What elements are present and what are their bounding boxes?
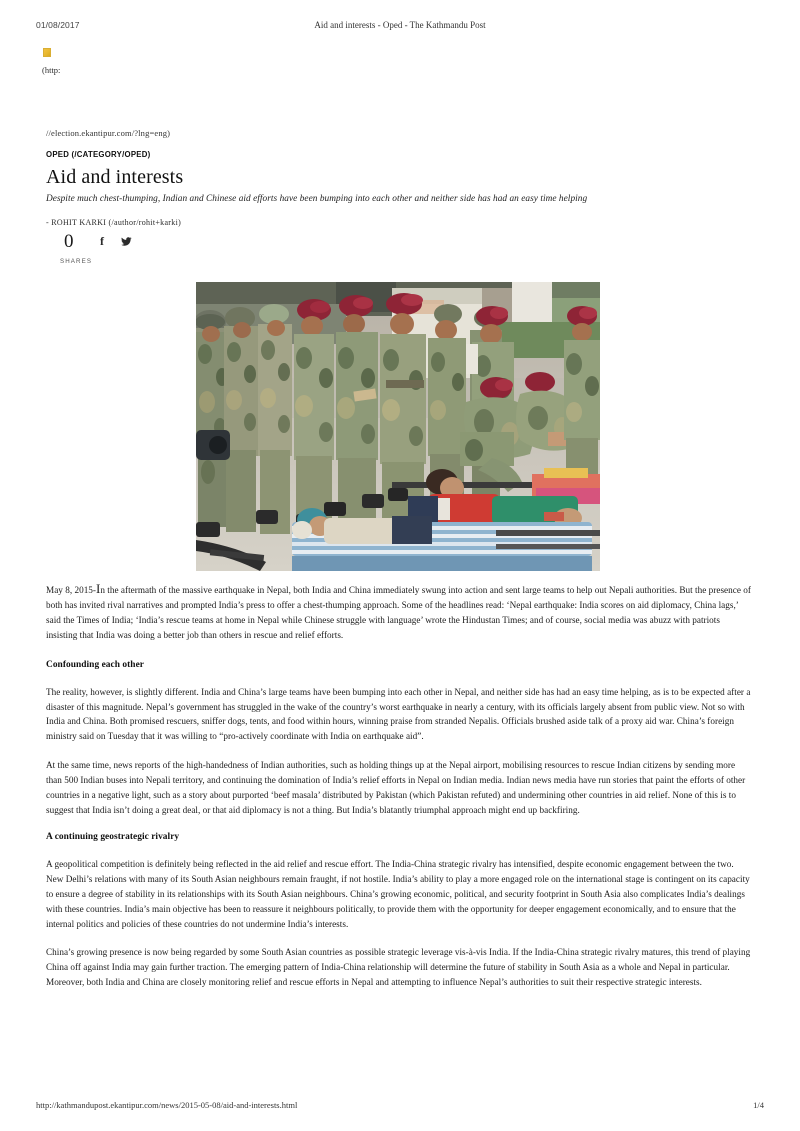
twitter-share-icon[interactable] <box>121 236 132 247</box>
election-link[interactable]: //election.ekantipur.com/?lng=eng) <box>46 128 171 138</box>
paragraph-3: At the same time, news reports of the high-handedness of Indian authorities, such as holding things up at the Nepal airport, mobilising resources to rescue Indian citizens by sending more than 500 Indian buses into Nepali territory, and continuing the domination of India’s relief efforts in Nepal on Indian media. Indian news media have run stories that paint the efforts of other countries in a negative light, such as a story about purported ‘beef masala’ distributed by Pakistan (which Pakistan refuted) and undermining other countries in aid relief. None of this is to suggest that India isn’t doing a great deal, or that aid diplomacy is not a thing. But India’s blatantly triumphal approach might end up backfiring. <box>46 760 746 815</box>
lede-text: n the aftermath of the massive earthquake in Nepal, both India and China immediately swung into action and sent large teams to help out Nepali authorities. But the presence of both has invited rival narratives and prompted India’s press to offer a chest-thumping approach. Some of the headlines read: ‘Nepal earthquake: India scores on aid diplomacy, China lags,’ said the Times of India; ‘India’s rescue teams at home in Nepal while Chinese struggle with language’ wrote the Hindustan Times; and of course, social media was abuzz with patriots insisting that India was doing a better job than others in rescue and relief efforts. <box>46 585 751 640</box>
share-count: 0 <box>64 231 74 252</box>
print-header <box>0 20 800 34</box>
print-header-date: 01/08/2017 <box>36 20 80 30</box>
lede-paragraph <box>46 583 752 643</box>
article-body <box>46 583 752 1004</box>
print-header-title: Aid and interests - Oped - The Kathmandu Post <box>314 20 486 30</box>
print-footer-url[interactable]: http://kathmandupost.ekantipur.com/news/2015-05-08/aid-and-interests.html <box>36 1100 298 1110</box>
stray-url-text: (http: <box>42 65 61 75</box>
broken-image-block <box>42 48 242 75</box>
print-footer <box>0 1100 800 1114</box>
share-widget <box>60 232 220 278</box>
print-footer-page-number: 1/4 <box>753 1100 764 1110</box>
article-byline-author[interactable]: - ROHIT KARKI (/author/rohit+karki) <box>46 218 182 228</box>
paragraph-4: A geopolitical competition is definitely being reflected in the aid relief and rescue effort. The India-China strategic rivalry has intensified, despite economic engagement between the two. New Delhi’s relations with many of its South Asian neighbours remain fraught, if not hostile. India’s ability to play a more engaged role on the international stage is contingent on its capacity to ensure a degree of stability in its relationships with its South Asian neighbours. China’s growing economic, political, and security footprint in South Asia also complicates India’s dealings with these countries. India’s main objective has been to reassure it neighbours politically, to provide them with the opportunity for deeper engagement economically, and to ensure that the internal politics and policies of these countries do not undermine India’s interests. <box>46 858 750 929</box>
article-photo <box>196 282 600 571</box>
article-photo-graphic <box>196 282 600 571</box>
broken-image-icon <box>43 48 51 57</box>
subheading-confounding-each-other: Confounding each other <box>46 659 144 670</box>
paragraph-5: China’s growing presence is now being regarded by some South Asian countries as possible strategic leverage vis-à-vis India. If the India-China strategic rivalry matures, this trend of playing China off against India may gain further traction. The emerging pattern of India-China relationship will determine the future of stability in South Asia as a whole and Nepal in particular. Moreover, both India and China are closely monitoring relief and rescue efforts in Nepal and attempting to influence Nepal’s authorities to suit their respective strategic interests. <box>46 947 751 988</box>
category-link-oped[interactable]: OPED (/CATEGORY/OPED) <box>46 150 151 159</box>
article-standfirst: Despite much chest-thumping, Indian and Chinese aid efforts have been bumping into each other and neither side has had an easy time helping <box>46 194 588 204</box>
page-title: Aid and interests <box>46 166 184 188</box>
facebook-share-icon[interactable]: f <box>100 234 104 248</box>
article-header <box>46 128 746 227</box>
paragraph-2: The reality, however, is slightly different. India and China’s large teams have been bumping into each other in Nepal, and neither side has had an easy time helping, as is to be expected after a disaster of this magnitude. Nepal’s government has struggled in the wake of the country’s worst earthquake in nearly a century, with its officials largely absent from public view. Not so with India and China. Both promised rescuers, sniffer dogs, tents, and food within hours, winning praise from stranded Nepalis. Officials brushed aside talk of a proxy aid war. China’s foreign ministry said on Tuesday that it was willing to “pro-actively coordinate with India on earthquake aid”. <box>46 686 751 742</box>
dateline: May 8, 2015- <box>46 585 96 595</box>
share-icon-group <box>100 235 132 247</box>
subheading-continuing-geostrategic-rivalry: A continuing geostrategic rivalry <box>46 831 180 842</box>
drop-cap: I <box>96 581 101 596</box>
share-count-label: SHARES <box>60 258 93 265</box>
